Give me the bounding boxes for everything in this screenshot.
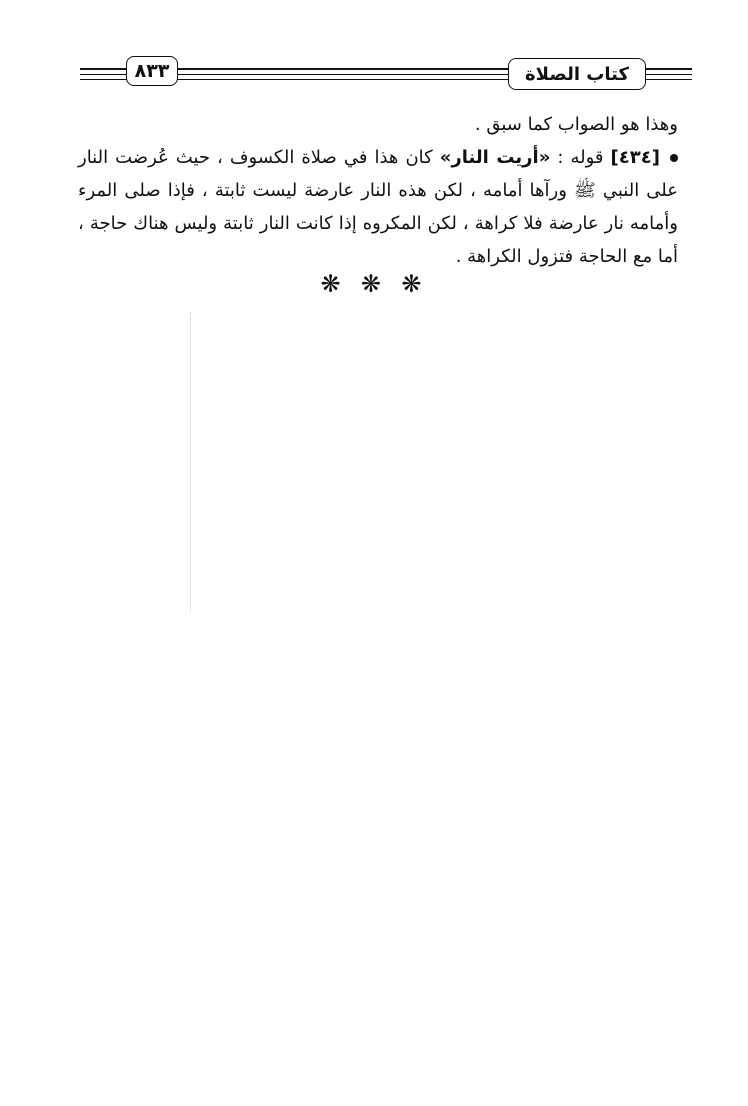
chapter-title: كتاب الصلاة — [508, 58, 646, 90]
paragraph-text: كان هذا في صلاة الكسوف ، حيث عُرضت النار على النبي ﷺ ورآها أمامه ، لكن هذه النار عارضة ليست ثابتة ، فإذا صلى المرء وأمامه نار عارضة فلا كراهة ، لكن المكروه إذا كانت النار ثابتة وليس هناك حاجة ، أما مع الحاجة فتزول الكراهة . — [78, 147, 678, 267]
hadith-quote: «أريت النار» — [439, 147, 551, 168]
page-number: ٨٣٣ — [126, 56, 178, 86]
paragraph-reference: [٤٣٤] — [610, 147, 660, 168]
paragraph-lead: قوله : — [557, 147, 604, 168]
bullet-icon — [670, 154, 678, 162]
intro-line: وهذا هو الصواب كما سبق . — [474, 114, 678, 135]
commentary-paragraph — [78, 141, 678, 273]
section-divider: ❋ ❋ ❋ — [320, 270, 428, 298]
scan-gutter-line — [190, 312, 191, 612]
body-text — [78, 108, 678, 273]
